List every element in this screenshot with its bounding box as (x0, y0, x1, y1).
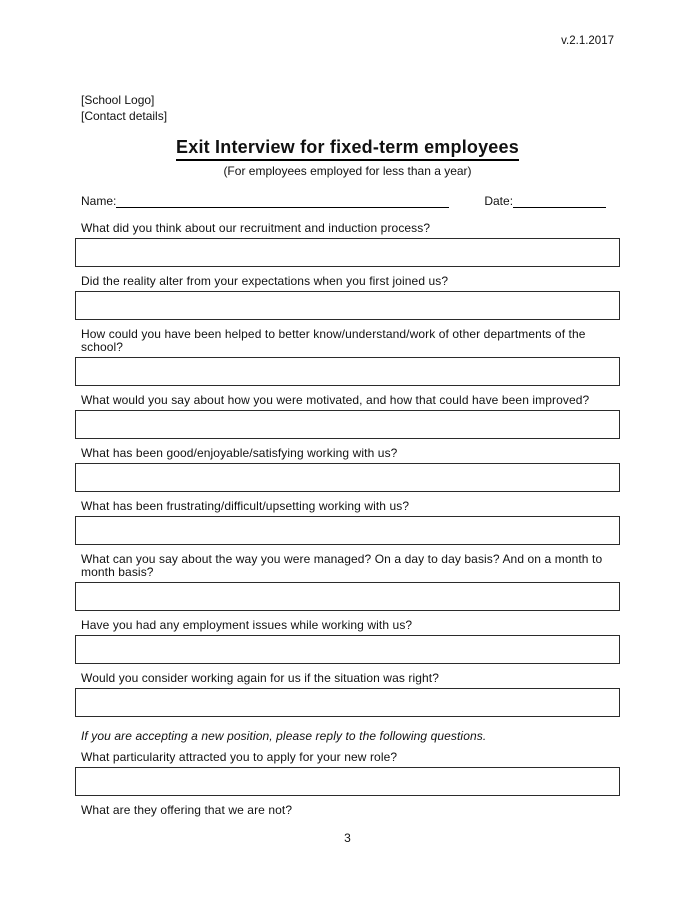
question-block (75, 328, 620, 386)
question-label: What has been good/enjoyable/satisfying working with us? (81, 446, 398, 460)
question-label: What did you think about our recruitment and induction process? (81, 221, 431, 235)
question-block (75, 447, 620, 492)
instruction-note: If you are accepting a new position, please reply to the following questions. (81, 729, 487, 743)
answer-box[interactable] (75, 516, 620, 545)
question-label: What are they offering that we are not? (81, 803, 293, 817)
question-block (75, 804, 620, 817)
date-label: Date: (484, 194, 514, 208)
name-field[interactable] (116, 194, 449, 208)
question-block (75, 672, 620, 717)
name-date-row (81, 194, 620, 208)
answer-box[interactable] (75, 463, 620, 492)
answer-box[interactable] (75, 291, 620, 320)
question-block (75, 394, 620, 439)
answer-box[interactable] (75, 238, 620, 267)
question-block (75, 751, 620, 796)
subtitle: (For employees employed for less than a year) (223, 164, 472, 178)
school-logo-placeholder: [School Logo] (81, 93, 155, 107)
letterhead (81, 92, 620, 124)
question-label: What would you say about how you were motivated, and how that could have been improved? (81, 393, 590, 407)
question-block (75, 553, 620, 611)
question-label: What can you say about the way you were managed? On a day to day basis? And on a month to month basis? (81, 552, 603, 579)
title-row (75, 136, 620, 161)
questions-list (75, 222, 620, 817)
question-label: Did the reality alter from your expectations when you first joined us? (81, 274, 449, 288)
contact-details-placeholder: [Contact details] (81, 109, 168, 123)
question-block (75, 500, 620, 545)
question-label: How could you have been helped to better know/understand/work of other departments of the school? (81, 327, 586, 354)
question-block (75, 619, 620, 664)
answer-box[interactable] (75, 688, 620, 717)
question-block (75, 222, 620, 267)
page-number: 3 (344, 831, 351, 845)
answer-box[interactable] (75, 767, 620, 796)
date-field[interactable] (513, 194, 606, 208)
question-label: Would you consider working again for us if the situation was right? (81, 671, 439, 685)
answer-box[interactable] (75, 357, 620, 386)
answer-box[interactable] (75, 635, 620, 664)
question-label: Have you had any employment issues while working with us? (81, 618, 413, 632)
version-label: v.2.1.2017 (561, 35, 614, 47)
answer-box[interactable] (75, 582, 620, 611)
name-label: Name: (81, 194, 117, 208)
answer-box[interactable] (75, 410, 620, 439)
question-label: What particularity attracted you to apply for your new role? (81, 750, 398, 764)
page-title: Exit Interview for fixed-term employees (176, 136, 519, 161)
question-block (75, 275, 620, 320)
question-label: What has been frustrating/difficult/upsetting working with us? (81, 499, 410, 513)
